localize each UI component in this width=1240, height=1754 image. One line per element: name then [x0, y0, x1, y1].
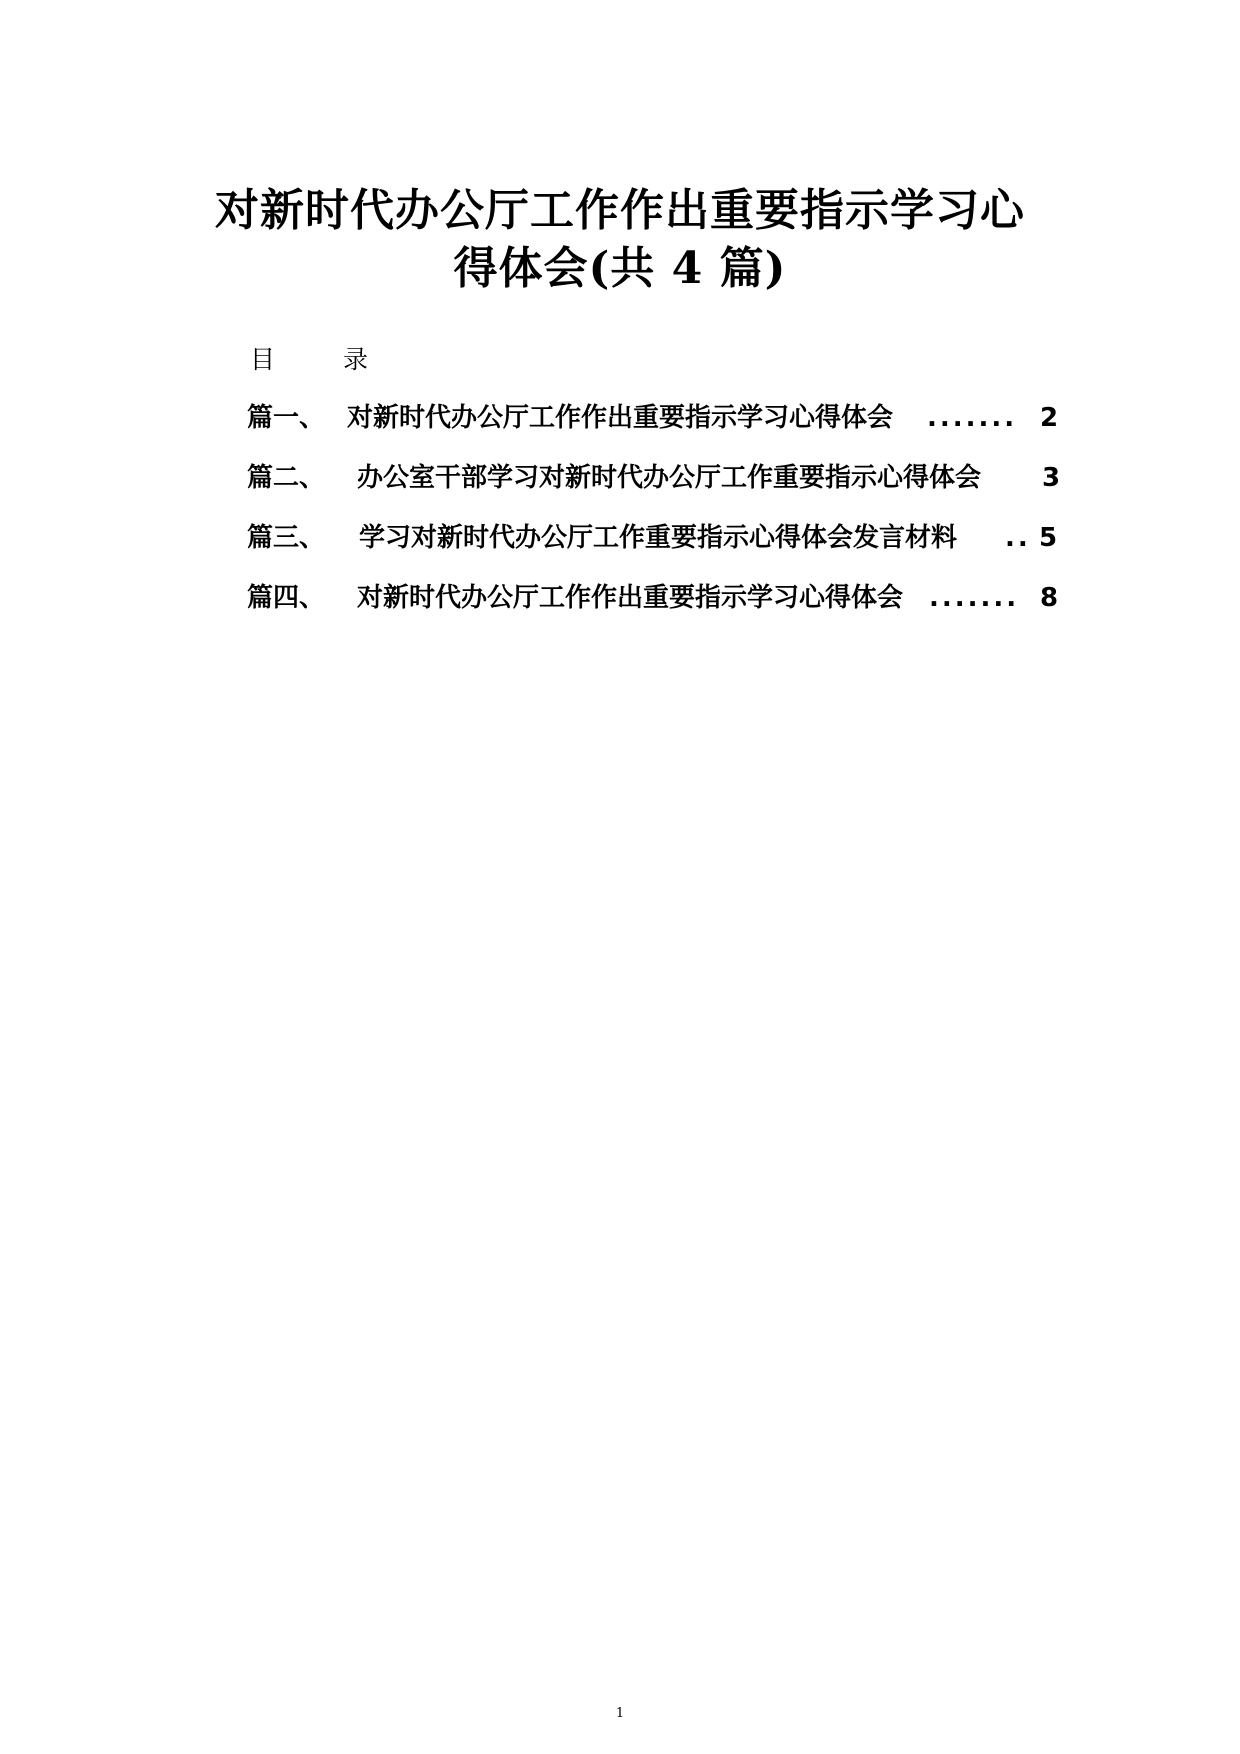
title-line-2: 得体会(共 4 篇)	[453, 243, 787, 294]
toc-entry-page: 2	[1040, 403, 1059, 433]
toc-heading: 目 录	[250, 345, 398, 374]
toc-entry-leader: .......	[927, 403, 1018, 433]
toc-entry-label: 篇四、	[247, 583, 326, 613]
toc-entry-label: 篇三、	[247, 523, 326, 553]
toc-entry-title: 对新时代办公厅工作作出重要指示学习心得体会	[357, 583, 904, 613]
table-of-contents	[247, 400, 1062, 640]
page-number: 1	[615, 1706, 625, 1721]
toc-entry-title: 对新时代办公厅工作作出重要指示学习心得体会	[347, 403, 894, 433]
toc-entry-3[interactable]	[247, 520, 1062, 580]
toc-entry-1[interactable]	[247, 400, 1062, 460]
toc-entry-page: 8	[1040, 583, 1059, 613]
title-line-1: 对新时代办公厅工作作出重要指示学习心	[215, 185, 1025, 236]
toc-entry-leader: ..	[1005, 523, 1031, 553]
document-title	[150, 182, 1090, 298]
toc-entry-title: 办公室干部学习对新时代办公厅工作重要指示心得体会	[357, 463, 982, 493]
toc-entry-label: 篇一、	[247, 403, 326, 433]
toc-entry-page: 3	[1042, 463, 1061, 493]
toc-entry-leader: .......	[929, 583, 1020, 613]
toc-entry-title: 学习对新时代办公厅工作重要指示心得体会发言材料	[359, 523, 958, 553]
toc-entry-4[interactable]	[247, 580, 1062, 640]
toc-entry-2[interactable]	[247, 460, 1062, 520]
toc-entry-label: 篇二、	[247, 463, 326, 493]
toc-entry-page: 5	[1039, 523, 1058, 553]
